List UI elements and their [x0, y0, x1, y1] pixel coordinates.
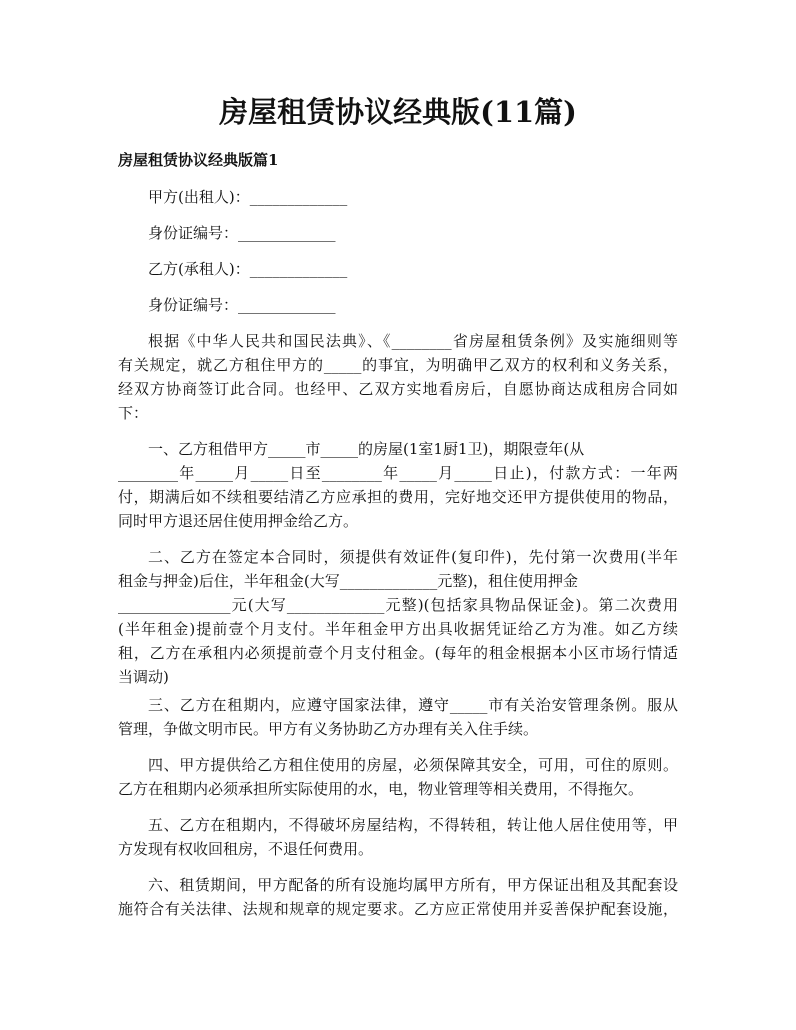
paragraph-line: 方发现有权收回租房，不退任何费用。: [118, 840, 374, 858]
paragraph-party-a-id: [118, 221, 678, 245]
paragraph-line: 施符合有关法律、法规和规章的规定要求。乙方应正常使用并妥善保护配套设施，: [118, 900, 678, 918]
paragraph-line: 乙方在租期内必须承担所实际使用的水，电，物业管理等相关费用，不得拖欠。: [118, 780, 644, 798]
paragraph-line: ________年_____月_____日至________年_____月_____日止)，付款方式：一年两: [118, 464, 678, 482]
paragraph-clause-3: [118, 693, 678, 741]
paragraph-line: 当调动): [118, 668, 169, 686]
paragraph-line: 六、租赁期间，甲方配备的所有设施均属甲方所有，甲方保证出租及其配套设: [148, 876, 678, 894]
paragraph-party-b-id: [118, 293, 678, 317]
paragraph-line: 根据《中华人民共和国民法典》、《________省房屋租赁条例》及实施细则等: [148, 332, 678, 350]
paragraph-line: 有关规定，就乙方租住甲方的_____的事宜，为明确甲乙双方的权利和义务关系，: [118, 356, 678, 374]
paragraph-line: 租，乙方在承租内必须提前壹个月支付租金。(每年的租金根据本小区市场行情适: [118, 644, 678, 662]
paragraph-clause-5: [118, 813, 678, 861]
paragraph-line: 身份证编号：_____________: [148, 224, 336, 242]
paragraph-clause-4: [118, 753, 678, 801]
paragraph-line: 同时甲方退还居住使用押金给乙方。: [118, 512, 359, 530]
paragraph-line: 二、乙方在签定本合同时，须提供有效证件(复印件)，先付第一次费用(半年: [148, 548, 678, 566]
paragraph-line: 付，期满后如不续租要结清乙方应承担的费用，完好地交还甲方提供使用的物品，: [118, 488, 678, 506]
section-heading: 房屋租赁协议经典版篇1: [118, 151, 279, 169]
paragraph-preamble: [118, 329, 678, 425]
paragraph-line: 租金与押金)后住，半年租金(大写_____________元整)，租住使用押金: [118, 572, 579, 590]
paragraph-clause-2: [118, 545, 678, 689]
paragraph-line: 管理，争做文明市民。甲方有义务协助乙方办理有关入住手续。: [118, 720, 539, 738]
paragraph-line: 甲方(出租人)：_____________: [148, 188, 348, 206]
paragraph-clause-1: [118, 437, 678, 533]
paragraph-line: _______________元(大写_____________元整)(包括家具物品保证金)。第二次费用: [118, 596, 678, 614]
paragraph-line: 下：: [118, 404, 149, 422]
paragraph-clause-6: [118, 873, 678, 921]
paragraph-line: 经双方协商签订此合同。也经甲、乙双方实地看房后，自愿协商达成租房合同如: [118, 380, 678, 398]
paragraph-line: 乙方(承租人)：_____________: [148, 260, 348, 278]
paragraph-party-b: [118, 257, 678, 281]
document-title: 房屋租赁协议经典版(11篇): [219, 95, 577, 129]
paragraph-line: (半年租金)提前壹个月支付。半年租金甲方出具收据凭证给乙方为准。如乙方续: [118, 620, 678, 638]
paragraph-line: 三、乙方在租期内，应遵守国家法律，遵守_____市有关治安管理条例。服从: [148, 696, 678, 714]
paragraph-line: 一、乙方租借甲方_____市_____的房屋(1室1厨1卫)，期限壹年(从: [148, 440, 585, 458]
paragraph-party-a: [118, 185, 678, 209]
paragraph-line: 四、甲方提供给乙方租住使用的房屋，必须保障其安全，可用，可住的原则。: [148, 756, 678, 774]
paragraph-line: 五、乙方在租期内，不得破坏房屋结构，不得转租，转让他人居住使用等，甲: [148, 816, 678, 834]
paragraph-line: 身份证编号：_____________: [148, 296, 336, 314]
